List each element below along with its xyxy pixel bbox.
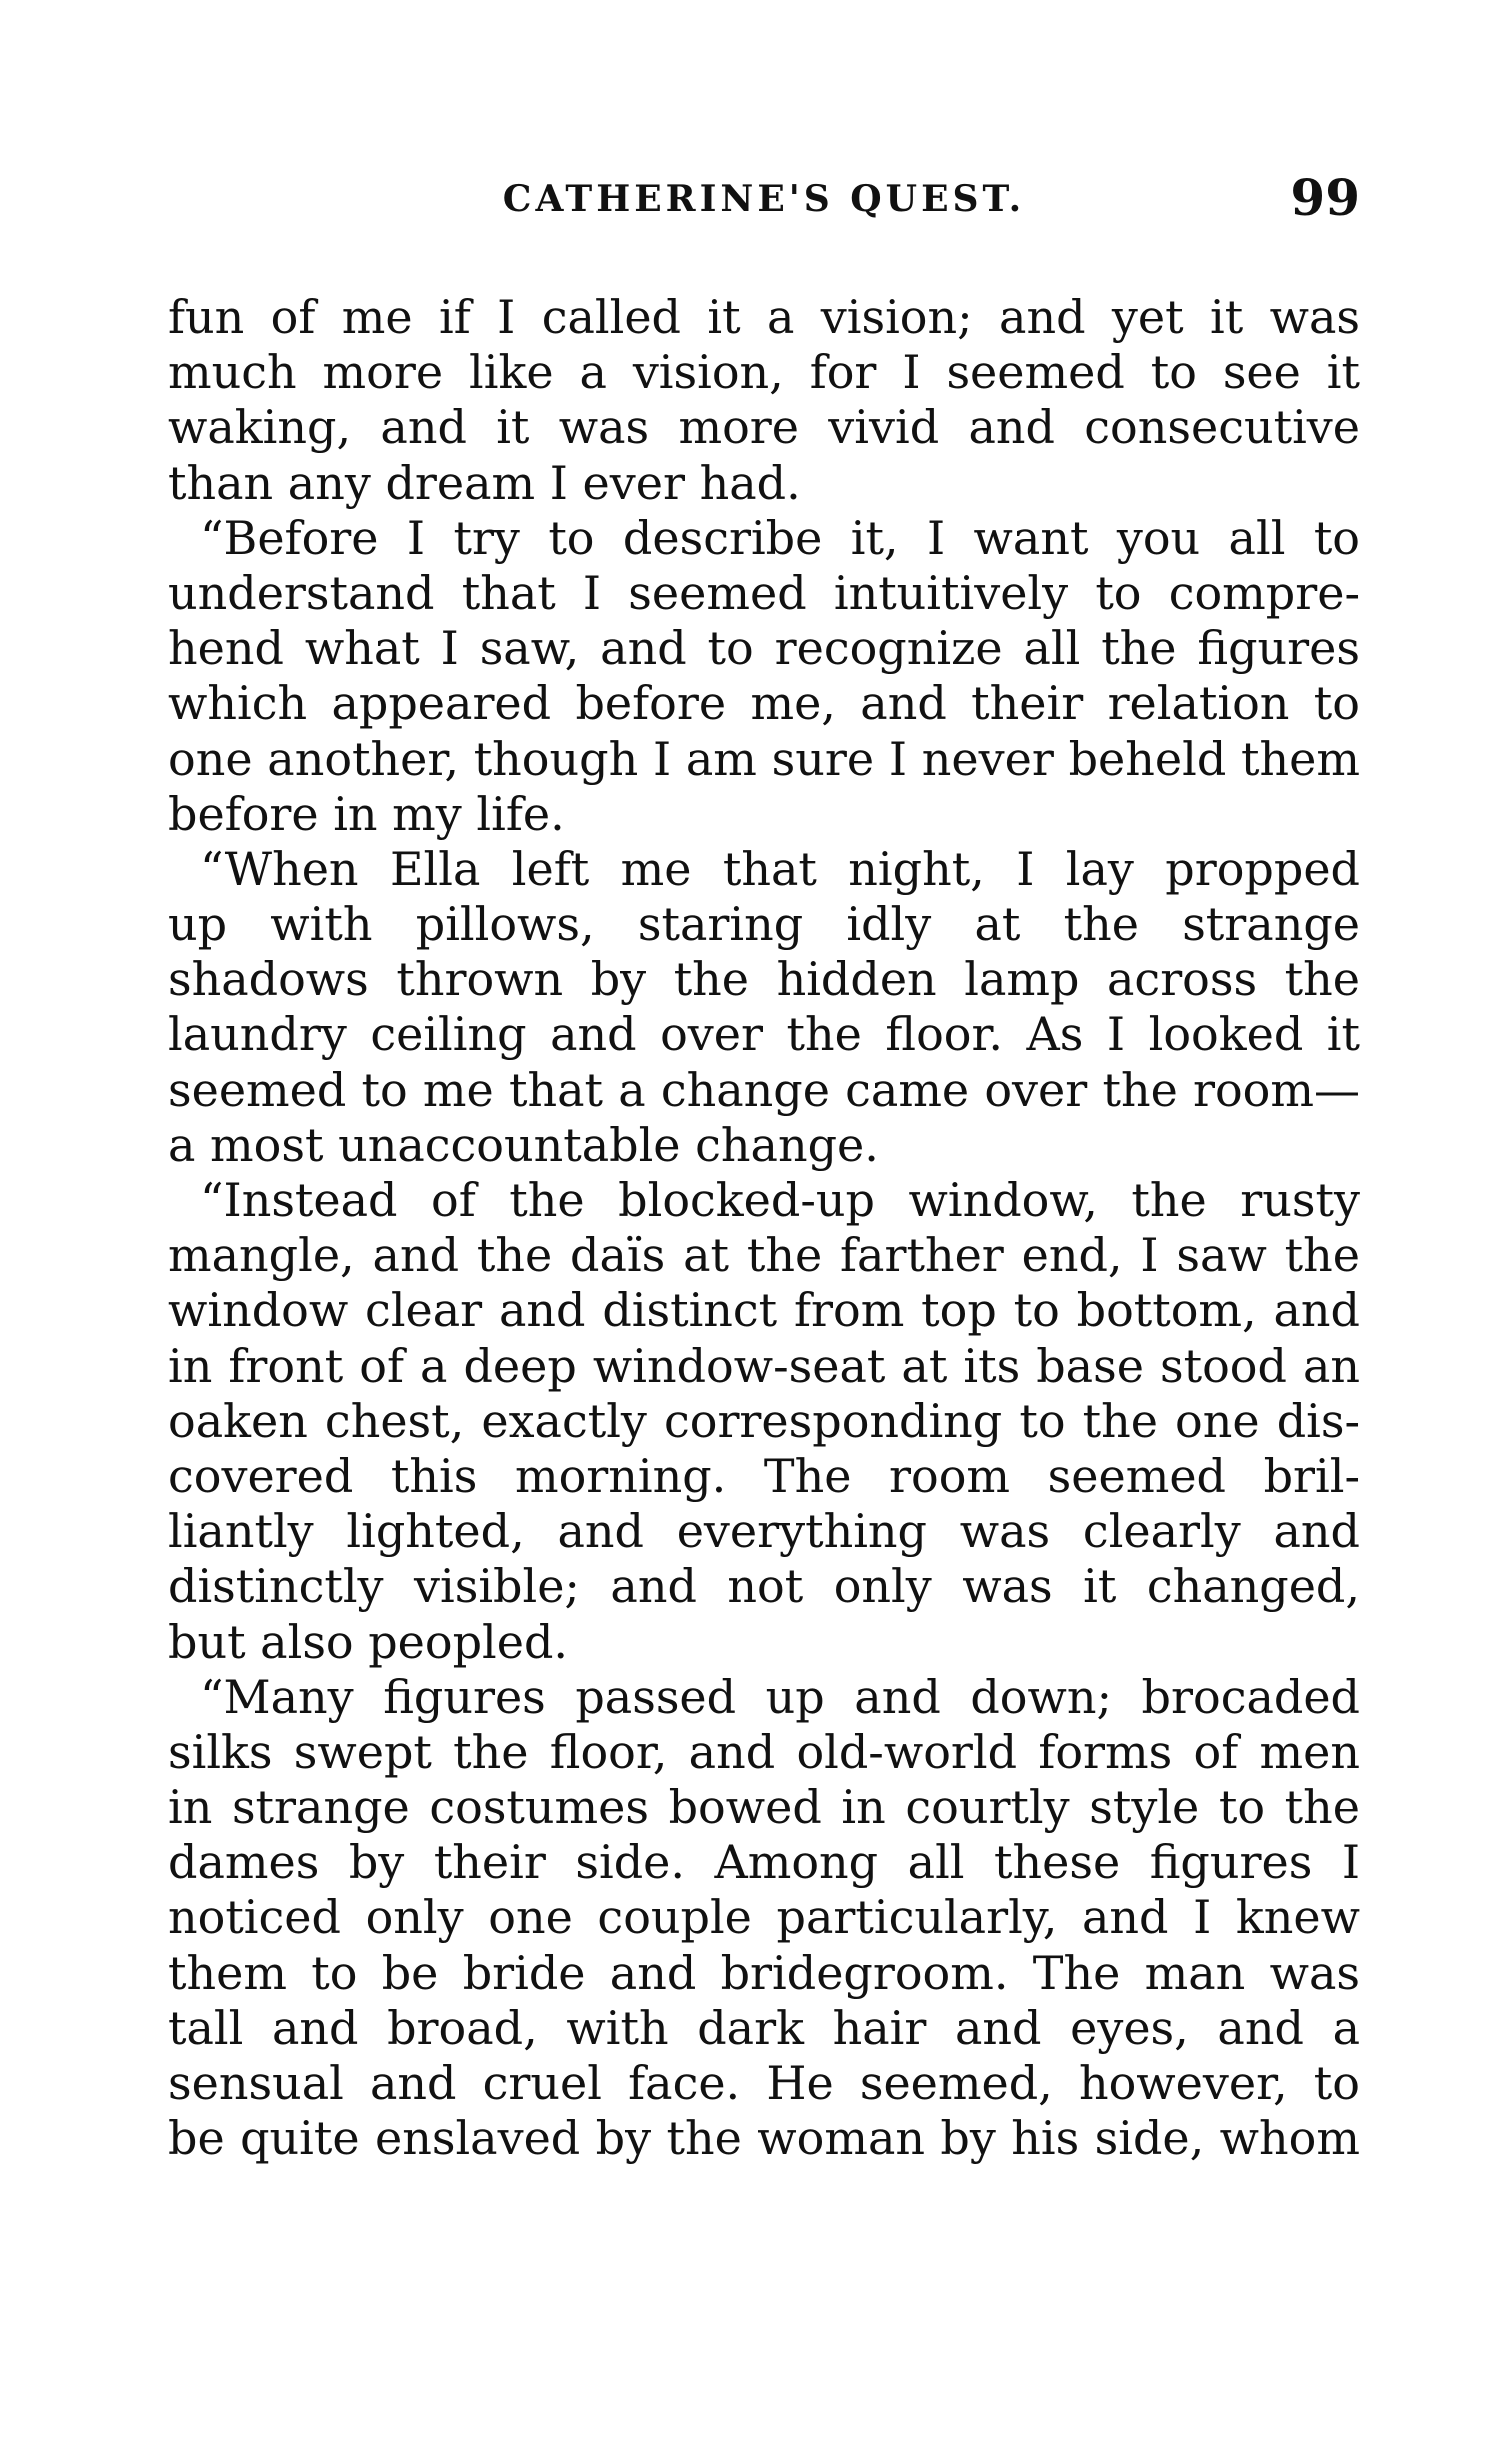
text-line: window clear and distinct from top to bottom, and bbox=[168, 1283, 1360, 1338]
text-line: “Many figures passed up and down; brocaded bbox=[200, 1669, 1360, 1724]
text-line: up with pillows, staring idly at the strange bbox=[168, 897, 1360, 952]
text-line: “When Ella left me that night, I lay propped bbox=[200, 841, 1360, 896]
text-line: dames by their side. Among all these figures I bbox=[168, 1835, 1360, 1890]
text-line: “Instead of the blocked-up window, the rusty bbox=[200, 1173, 1360, 1227]
text-line: be quite enslaved by the woman by his side, whom bbox=[168, 2111, 1360, 2166]
running-head: CATHERINE'S QUEST. bbox=[502, 178, 1026, 220]
paragraph bbox=[168, 842, 1360, 1173]
body-text bbox=[168, 290, 1360, 2166]
text-line: in front of a deep window-seat at its base stood an bbox=[168, 1338, 1360, 1393]
text-line: “Before I try to describe it, I want you all to bbox=[200, 510, 1360, 565]
page-header bbox=[168, 168, 1360, 238]
text-line: liantly lighted, and everything was clearly and bbox=[168, 1504, 1360, 1559]
text-line: mangle, and the daïs at the farther end, I saw the bbox=[168, 1228, 1360, 1283]
text-line: distinctly visible; and not only was it changed, bbox=[168, 1559, 1360, 1614]
text-line: them to be bride and bridegroom. The man was bbox=[168, 1945, 1360, 2000]
paragraph bbox=[168, 1173, 1360, 1670]
text-line: waking, and it was more vivid and consecutive bbox=[168, 400, 1360, 455]
page-number: 99 bbox=[1290, 168, 1360, 227]
text-line: understand that I seemed intuitively to compre- bbox=[168, 565, 1360, 620]
text-line: much more like a vision, for I seemed to see it bbox=[168, 345, 1360, 400]
text-line: shadows thrown by the hidden lamp across the bbox=[168, 952, 1360, 1007]
text-line: a most unaccountable change. bbox=[168, 1117, 879, 1172]
text-line: silks swept the floor, and old-world forms of men bbox=[168, 1724, 1360, 1779]
text-line: one another, though I am sure I never beheld them bbox=[168, 731, 1360, 786]
text-line: covered this morning. The room seemed bril- bbox=[168, 1448, 1360, 1503]
text-line: tall and broad, with dark hair and eyes, and a bbox=[168, 2000, 1360, 2055]
text-line: but also peopled. bbox=[168, 1614, 569, 1669]
text-line: sensual and cruel face. He seemed, however, to bbox=[168, 2056, 1360, 2110]
paragraph bbox=[168, 290, 1360, 511]
text-line: oaken chest, exactly corresponding to the one dis- bbox=[168, 1393, 1360, 1448]
text-line: than any dream I ever had. bbox=[168, 455, 801, 510]
text-line: noticed only one couple particularly, and I knew bbox=[168, 1890, 1360, 1945]
paragraph bbox=[168, 511, 1360, 842]
text-line: before in my life. bbox=[168, 786, 565, 841]
text-line: fun of me if I called it a vision; and yet it was bbox=[168, 290, 1360, 344]
text-line: seemed to me that a change came over the room— bbox=[168, 1062, 1360, 1117]
text-line: hend what I saw, and to recognize all the figures bbox=[168, 621, 1360, 676]
text-line: which appeared before me, and their relation to bbox=[168, 676, 1360, 731]
text-line: in strange costumes bowed in courtly style to the bbox=[168, 1780, 1360, 1835]
text-line: laundry ceiling and over the floor. As I looked it bbox=[168, 1007, 1360, 1062]
paragraph bbox=[168, 1670, 1360, 2167]
